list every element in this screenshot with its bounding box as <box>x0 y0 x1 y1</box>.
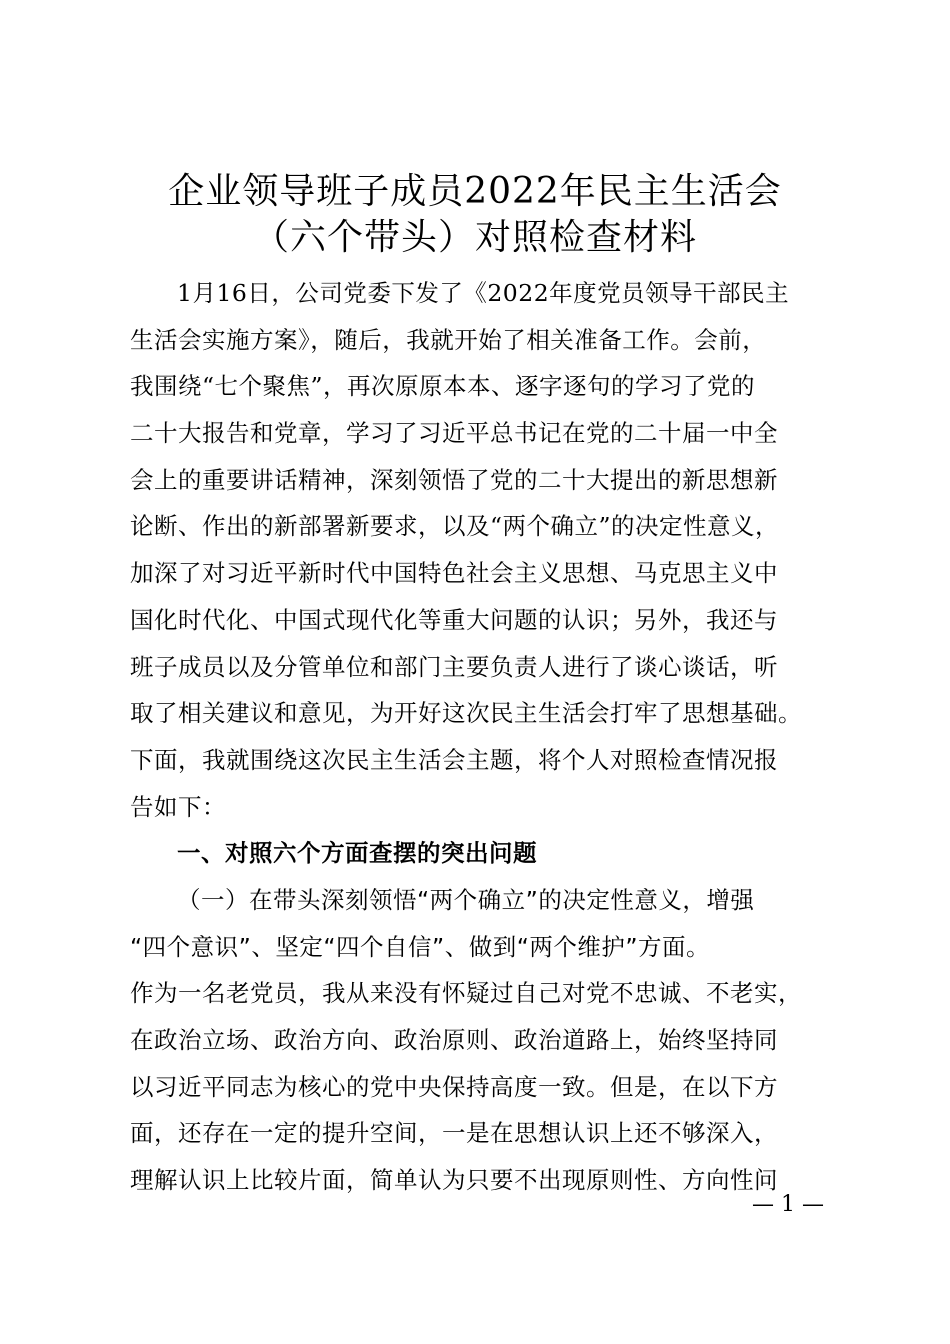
document-title-line-1: 企业领导班子成员2022年民主生活会 <box>168 171 782 212</box>
body-line: 我围绕“七个聚焦”，再次原原本本、逐字逐句的学习了党的 <box>130 372 756 401</box>
page-number: — 1 — <box>752 1192 824 1217</box>
document-title-line-2: （六个带头）对照检查材料 <box>252 217 697 258</box>
body-line: 生活会实施方案》，随后，我就开始了相关准备工作。会前， <box>130 325 767 354</box>
body-line: 面，还存在一定的提升空间，一是在思想认识上还不够深入， <box>130 1119 778 1148</box>
body-line: 下面，我就围绕这次民主生活会主题，将个人对照检查情况报 <box>130 745 778 774</box>
section-heading: 一、对照六个方面查摆的突出问题 <box>177 839 537 868</box>
subsection-heading-continued: “四个意识”、坚定“四个自信”、做到“两个维护”方面。 <box>130 932 711 961</box>
body-line: 会上的重要讲话精神，深刻领悟了党的二十大提出的新思想新 <box>130 465 778 494</box>
body-line: 班子成员以及分管单位和部门主要负责人进行了谈心谈话，听 <box>130 652 778 681</box>
document-body <box>130 270 830 1204</box>
body-line: 以习近平同志为核心的党中央保持高度一致。但是，在以下方 <box>130 1072 778 1101</box>
body-line: 取了相关建议和意见，为开好这次民主生活会打牢了思想基础。 <box>130 699 802 728</box>
body-line: 1月16日，公司党委下发了《2022年度党员领导干部民主 <box>177 279 790 307</box>
body-line: 加深了对习近平新时代中国特色社会主义思想、马克思主义中 <box>130 559 778 588</box>
body-line: 告如下： <box>130 792 226 821</box>
body-line: 在政治立场、政治方向、政治原则、政治道路上，始终坚持同 <box>130 1026 778 1054</box>
body-line: 作为一名老党员，我从来没有怀疑过自己对党不忠诚、不老实， <box>130 979 802 1008</box>
body-line: 论断、作出的新部署新要求，以及“两个确立”的决定性意义， <box>130 512 780 541</box>
body-line: 国化时代化、中国式现代化等重大问题的认识；另外，我还与 <box>130 605 778 634</box>
body-line: 理解认识上比较片面，简单认为只要不出现原则性、方向性问 <box>130 1166 778 1195</box>
body-line: 二十大报告和党章，学习了习近平总书记在党的二十届一中全 <box>130 419 778 448</box>
subsection-heading: （一）在带头深刻领悟“两个确立”的决定性意义，增强 <box>177 885 755 914</box>
